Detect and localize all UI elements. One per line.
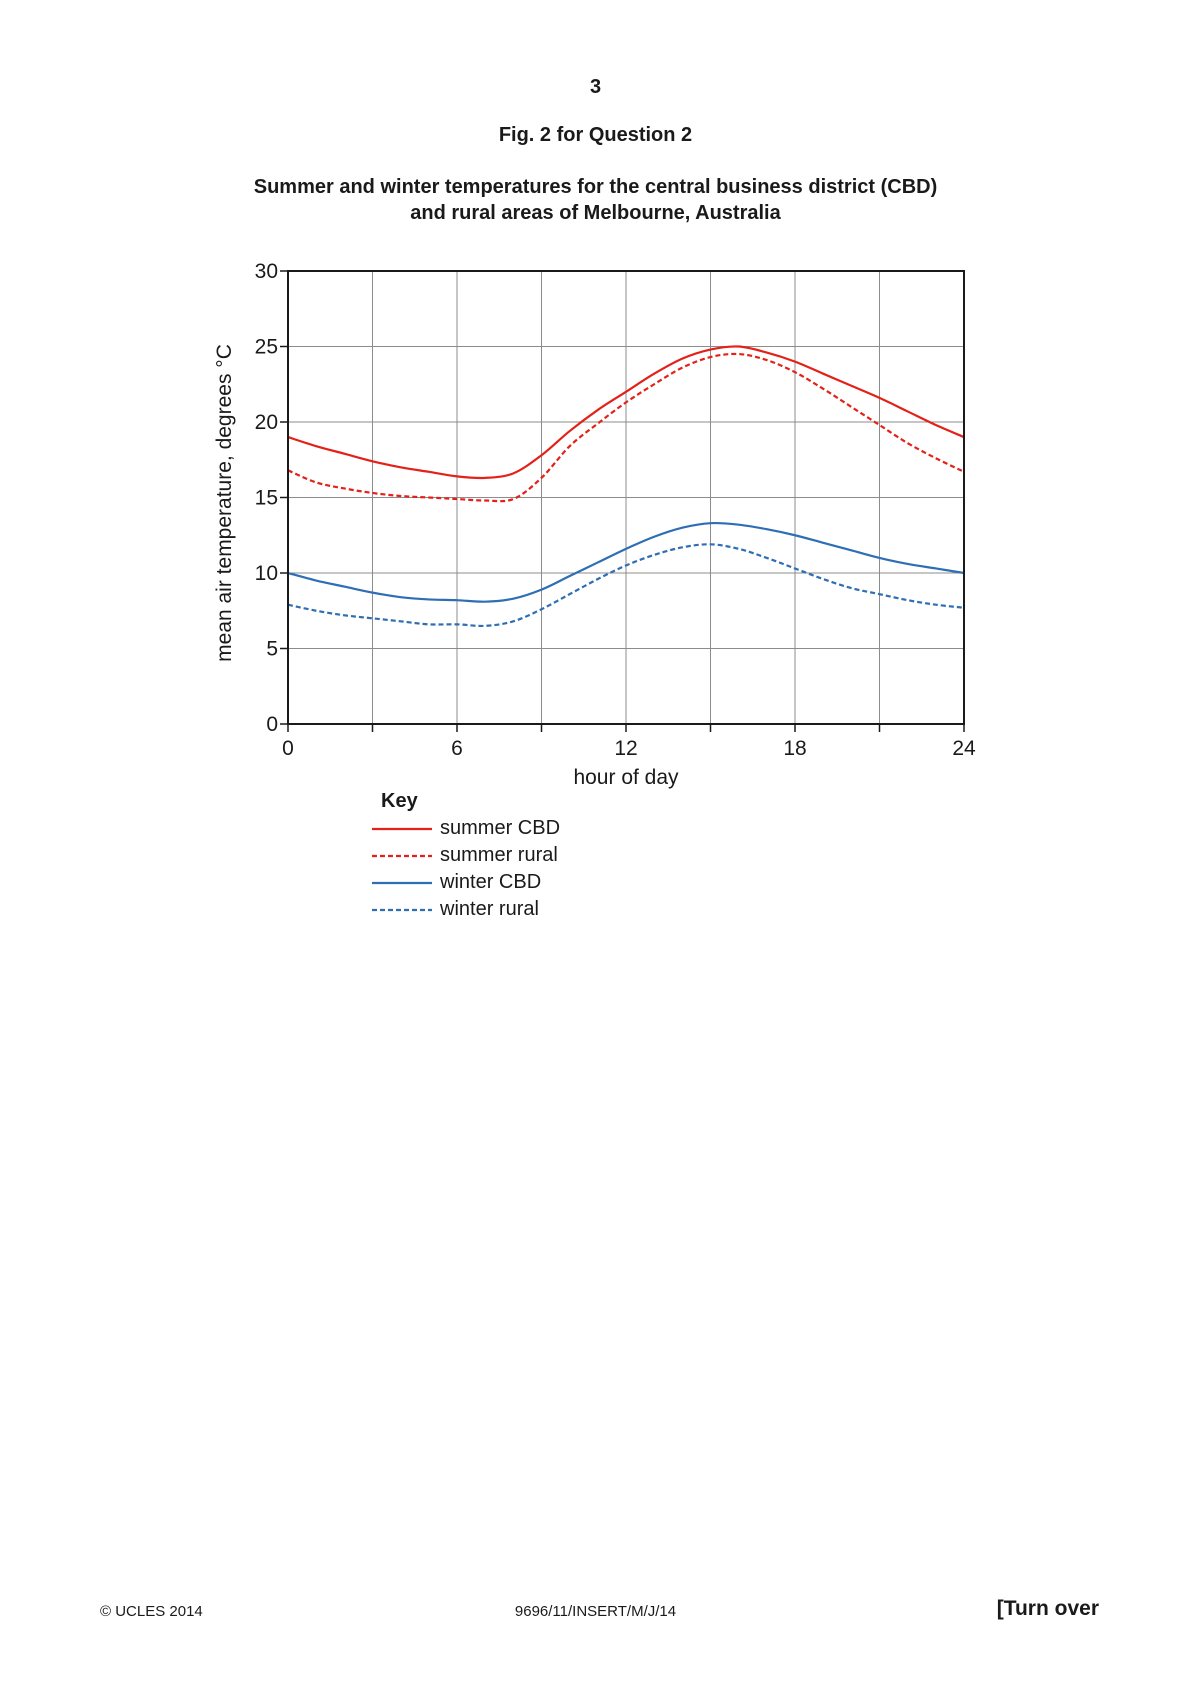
legend-label: summer rural (440, 844, 558, 866)
x-tick-label: 12 (614, 737, 638, 760)
chart-title-line1: Summer and winter temperatures for the central business district (CBD) (253, 176, 938, 198)
legend-swatch (372, 824, 432, 834)
x-tick-label: 18 (783, 737, 807, 760)
x-tick-label: 6 (451, 737, 463, 760)
axes (255, 260, 976, 760)
y-tick-label: 10 (254, 562, 278, 585)
y-tick-label: 20 (254, 411, 278, 434)
legend (372, 815, 560, 923)
legend-label: summer CBD (440, 817, 561, 839)
legend-swatch (372, 905, 432, 915)
x-tick-label: 24 (952, 737, 976, 760)
grid (288, 271, 964, 724)
footer-turn-over: [Turn over (996, 1597, 1099, 1620)
y-tick-label: 30 (254, 260, 278, 283)
chart-title-line2: and rural areas of Melbourne, Australia (410, 202, 781, 224)
legend-item (372, 842, 560, 869)
legend-swatch (372, 851, 432, 861)
legend-swatch (372, 878, 432, 888)
temperature-line-chart (0, 0, 1191, 800)
page-number: 3 (589, 76, 602, 98)
y-tick-label: 5 (266, 637, 278, 661)
legend-item (372, 815, 560, 842)
legend-label: winter rural (440, 898, 539, 920)
y-tick-label: 15 (254, 486, 278, 510)
legend-item (372, 896, 560, 923)
x-tick-label: 0 (282, 737, 294, 760)
legend-title: Key (381, 790, 418, 812)
legend-label: winter CBD (440, 871, 542, 893)
x-axis-label: hour of day (573, 766, 679, 789)
y-tick-label: 25 (254, 335, 278, 359)
y-tick-label: 0 (266, 713, 278, 736)
figure-label: Fig. 2 for Question 2 (498, 124, 693, 146)
legend-item (372, 869, 560, 896)
y-axis-label: mean air temperature, degrees °C (213, 344, 236, 662)
footer-code: 9696/11/INSERT/M/J/14 (514, 1603, 677, 1620)
footer-copyright: © UCLES 2014 (100, 1603, 203, 1620)
